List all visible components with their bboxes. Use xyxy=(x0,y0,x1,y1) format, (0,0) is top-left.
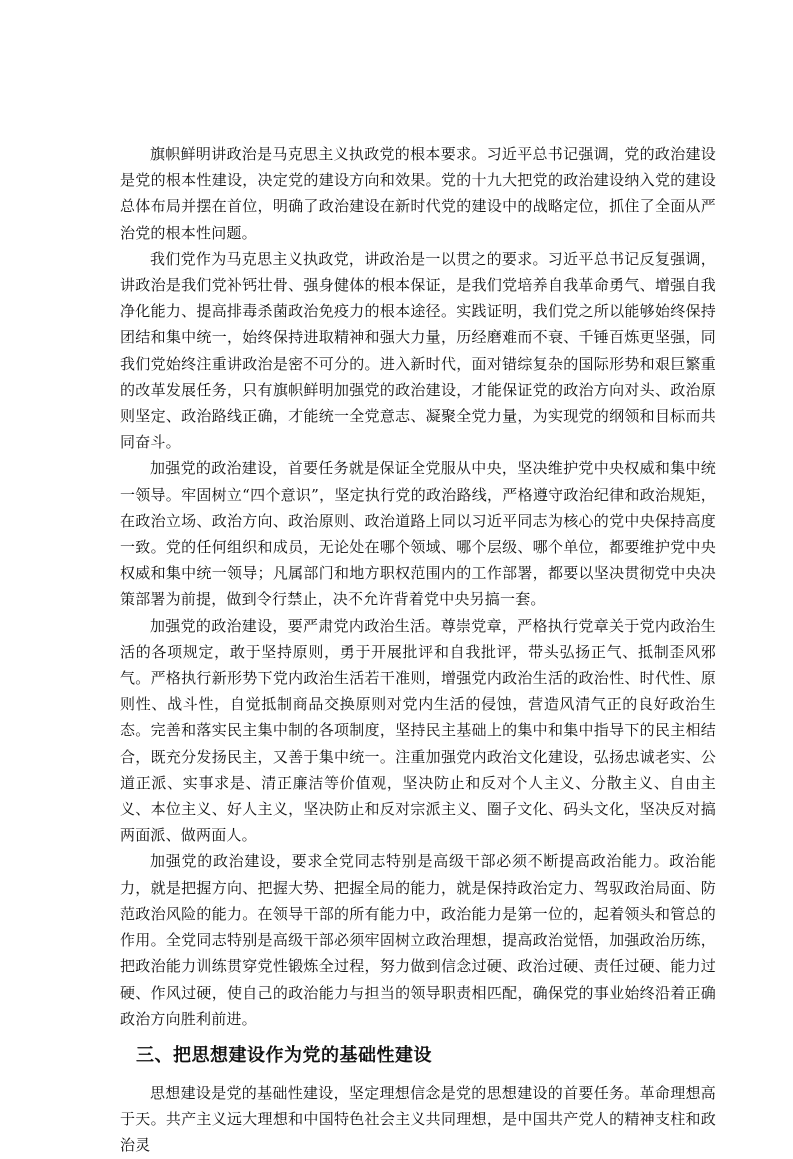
paragraph-ideological-building: 思想建设是党的基础性建设，坚定理想信念是党的思想建设的首要任务。革命理想高于天。共产主义远大理想和中国特色社会主义共同理想，是中国共产党人的精神支柱和政治灵 xyxy=(120,1083,716,1155)
paragraph-political-banner: 旗帜鲜明讲政治是马克思主义执政党的根本要求。习近平总书记强调，党的政治建设是党的根本性建设，决定党的建设方向和效果。党的十九大把党的政治建设纳入党的建设总体布局并摆在首位，明确了政治建设在新时代党的建设中的战略定位，抓住了全面从严治党的根本性问题。 xyxy=(120,145,716,242)
document-page xyxy=(120,141,716,1159)
paragraph-political-ability: 加强党的政治建设，要求全党同志特别是高级干部必须不断提高政治能力。政治能力，就是把握方向、把握大势、把握全局的能力，就是保持政治定力、驾驭政治局面、防范政治风险的能力。在领导干部的所有能力中，政治能力是第一位的，起着领头和管总的作用。全党同志特别是高级干部必须牢固树立政治理想，提高政治觉悟，加强政治历练，把政治能力训练贯穿党性锻炼全过程，努力做到信念过硬、政治过硬、责任过硬、能力过硬、作风过硬，使自己的政治能力与担当的领导职责相匹配，确保党的事业始终沿着正确政治方向胜利前进。 xyxy=(120,852,716,1028)
paragraph-political-requirement: 我们党作为马克思主义执政党，讲政治是一以贯之的要求。习近平总书记反复强调，讲政治是我们党补钙壮骨、强身健体的根本保证，是我们党培养自我革命勇气、增强自我净化能力、提高排毒杀菌政治免疫力的根本途径。实践证明，我们党之所以能够始终保持团结和集中统一，始终保持进取精神和强大力量，历经磨难而不衰、千锤百炼更坚强，同我们党始终注重讲政治是密不可分的。进入新时代，面对错综复杂的国际形势和艰巨繁重的改革发展任务，只有旗帜鲜明加强党的政治建设，才能保证党的政治方向对头、政治原则坚定、政治路线正确，才能统一全党意志、凝聚全党力量，为实现党的纲领和目标而共同奋斗。 xyxy=(120,249,716,452)
paragraph-inner-party-life: 加强党的政治建设，要严肃党内政治生活。尊崇党章，严格执行党章关于党内政治生活的各项规定，敢于坚持原则，勇于开展批评和自我批评，带头弘扬正气、抵制歪风邪气。严格执行新形势下党内政治生活若干准则，增强党内政治生活的政治性、时代性、原则性、战斗性，自觉抵制商品交换原则对党内生活的侵蚀，营造风清气正的良好政治生态。完善和落实民主集中制的各项制度，坚持民主基础上的集中和集中指导下的民主相结合，既充分发扬民主，又善于集中统一。注重加强党内政治文化建设，弘扬忠诚老实、公道正派、实事求是、清正廉洁等价值观，坚决防止和反对个人主义、分散主义、自由主义、本位主义、好人主义，坚决防止和反对宗派主义、圈子文化、码头文化，坚决反对搞两面派、做两面人。 xyxy=(120,616,716,845)
section-heading: 三、把思想建设作为党的基础性建设 xyxy=(136,1044,432,1066)
paragraph-central-authority: 加强党的政治建设，首要任务就是保证全党服从中央，坚决维护党中央权威和集中统一领导。牢固树立“四个意识”，坚定执行党的政治路线，严格遵守政治纪律和政治规矩，在政治立场、政治方向、政治原则、政治道路上同以习近平同志为核心的党中央保持高度一致。党的任何组织和成员，无论处在哪个领域、哪个层级、哪个单位，都要维护党中央权威和集中统一领导；凡属部门和地方职权范围内的工作部署，都要以坚决贯彻党中央决策部署为前提，做到令行禁止，决不允许背着党中央另搞一套。 xyxy=(120,459,716,609)
